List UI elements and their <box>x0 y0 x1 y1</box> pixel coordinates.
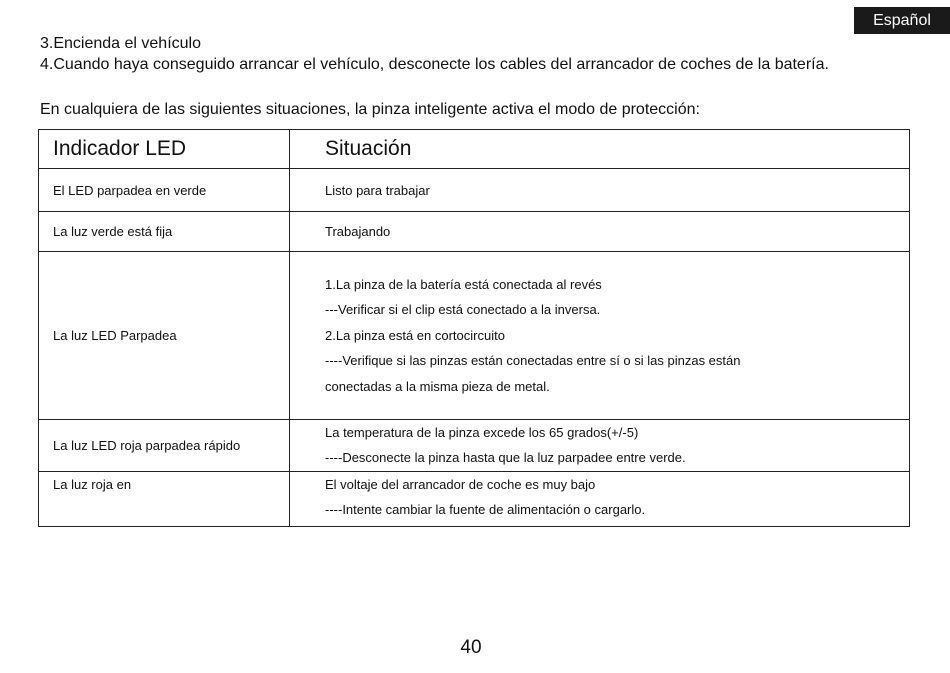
situation-cell <box>290 169 910 212</box>
situation-cell <box>290 420 910 472</box>
situation-cell <box>290 472 910 527</box>
language-tab: Español <box>854 7 950 34</box>
table-header-row <box>39 130 910 169</box>
situation-line: Listo para trabajar <box>325 182 430 198</box>
situation-cell <box>290 212 910 252</box>
situation-line: Trabajando <box>325 224 391 239</box>
intro-paragraph: En cualquiera de las siguientes situaciones, la pinza inteligente activa el modo de protección: <box>40 101 700 118</box>
situation-line: 2.La pinza está en cortocircuito <box>325 327 505 343</box>
table-row <box>39 472 910 527</box>
indicator-cell: El LED parpadea en verde <box>39 169 290 212</box>
indicator-cell: La luz LED Parpadea <box>39 252 290 420</box>
table-row <box>39 252 910 420</box>
situation-line: ---Verificar si el clip está conectado a la inversa. <box>325 302 601 318</box>
step-3: 3.Encienda el vehículo <box>40 35 201 52</box>
indicator-cell: La luz verde está fija <box>39 212 290 252</box>
table-row <box>39 169 910 212</box>
page-number: 40 <box>460 637 482 658</box>
situation-line: ----Intente cambiar la fuente de alimentación o cargarlo. <box>325 502 646 517</box>
situation-line: El voltaje del arrancador de coche es muy bajo <box>325 477 596 492</box>
situation-line: ----Verifique si las pinzas están conectadas entre sí o si las pinzas están <box>325 353 741 369</box>
led-indicator-table <box>38 129 910 527</box>
step-4: 4.Cuando haya conseguido arrancar el vehículo, desconecte los cables del arrancador de coches de la batería. <box>40 56 829 73</box>
situation-line: conectadas a la misma pieza de metal. <box>325 378 550 394</box>
table-row <box>39 420 910 472</box>
indicator-cell: La luz LED roja parpadea rápido <box>39 420 290 472</box>
header-situacion: Situación <box>290 130 910 169</box>
situation-line: ----Desconecte la pinza hasta que la luz parpadee entre verde. <box>325 450 686 465</box>
header-indicador-led: Indicador LED <box>39 130 290 169</box>
indicator-cell: La luz roja en <box>39 472 290 527</box>
situation-line: 1.La pinza de la batería está conectada al revés <box>325 276 602 292</box>
table-row <box>39 212 910 252</box>
situation-line: La temperatura de la pinza excede los 65 grados(+/-5) <box>325 425 639 440</box>
situation-cell <box>290 252 910 420</box>
